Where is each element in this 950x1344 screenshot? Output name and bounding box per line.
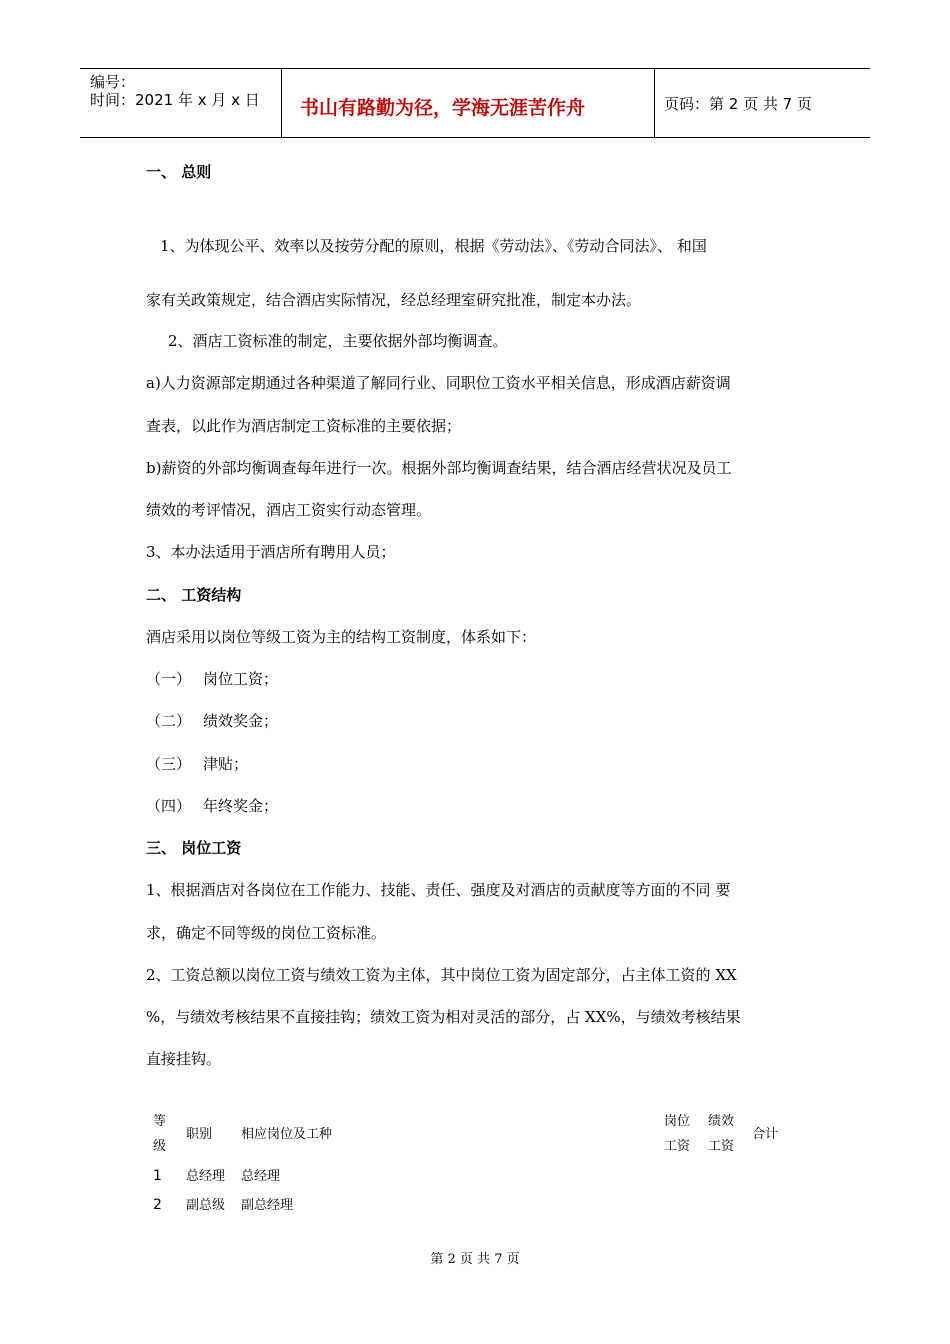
section-title-general: 一、 总则 (146, 163, 212, 181)
table-cell-grade: 2 (153, 1197, 162, 1213)
paragraph: 3、本办法适用于酒店所有聘用人员； (146, 543, 396, 561)
list-item: 岗位工资； (203, 670, 279, 688)
list-item: 绩效奖金； (203, 712, 279, 730)
time-label: 时间：2021 年 x 月 x 日 (90, 91, 260, 109)
section-title-position-salary: 三、 岗位工资 (146, 839, 242, 857)
list-item-number: （三） (146, 755, 192, 773)
paragraph: 求，确定不同等级的岗位工资标准。 (146, 924, 387, 942)
page-label: 页码：第 2 页 共 7 页 (664, 95, 812, 113)
paragraph: 1、为体现公平、效率以及按劳分配的原则，根据《劳动法》、《劳动合同法》、 和国 (160, 237, 707, 255)
paragraph: 直接挂钩。 (146, 1050, 222, 1068)
header-divider (654, 69, 655, 137)
paragraph: 2、工资总额以岗位工资与绩效工资为主体，其中岗位工资为固定部分，占主体工资的 XX (146, 966, 737, 984)
paragraph: 酒店采用以岗位等级工资为主的结构工资制度，体系如下： (146, 628, 537, 646)
table-cell-grade: 1 (153, 1168, 162, 1184)
table-header-total: 合计 (752, 1127, 779, 1142)
table-header-position: 相应岗位及工种 (241, 1127, 333, 1142)
table-cell-rank: 副总级 (186, 1198, 226, 1213)
table-cell-position: 总经理 (241, 1169, 281, 1184)
number-label: 编号： (90, 73, 136, 91)
table-header-grade: 级 (153, 1139, 167, 1154)
table-header-base-salary: 岗位 (664, 1114, 691, 1129)
list-item: 年终奖金； (203, 797, 279, 815)
table-header-performance-salary: 绩效 (708, 1114, 735, 1129)
table-header-rank: 职别 (186, 1127, 213, 1142)
list-item: 津贴； (203, 755, 249, 773)
document-header (80, 68, 870, 138)
page-footer: 第 2 页 共 7 页 (430, 1252, 520, 1267)
paragraph: 2、酒店工资标准的制定，主要依据外部均衡调查。 (168, 332, 508, 350)
header-divider (281, 69, 282, 137)
table-cell-rank: 总经理 (186, 1169, 226, 1184)
paragraph: 家有关政策规定，结合酒店实际情况，经总经理室研究批准，制定本办法。 (146, 291, 642, 309)
paragraph: b)薪资的外部均衡调查每年进行一次。根据外部均衡调查结果，结合酒店经营状况及员工 (146, 459, 732, 477)
paragraph: 1、根据酒店对各岗位在工作能力、技能、责任、强度及对酒店的贡献度等方面的不同 要 (146, 881, 731, 899)
list-item-number: （四） (146, 797, 192, 815)
table-cell-position: 副总经理 (241, 1198, 294, 1213)
table-header-base-salary: 工资 (664, 1139, 691, 1154)
header-slogan: 书山有路勤为径，学海无涯苦作舟 (300, 97, 586, 119)
list-item-number: （一） (146, 670, 192, 688)
paragraph: a)人力资源部定期通过各种渠道了解同行业、同职位工资水平相关信息，形成酒店薪资调 (146, 374, 731, 392)
paragraph: 绩效的考评情况，酒店工资实行动态管理。 (146, 501, 432, 519)
paragraph: %，与绩效考核结果不直接挂钩；绩效工资为相对灵活的部分，占 XX%，与绩效考核结果 (146, 1008, 741, 1026)
paragraph: 查表，以此作为酒店制定工资标准的主要依据； (146, 417, 462, 435)
section-title-structure: 二、 工资结构 (146, 586, 242, 604)
table-header-performance-salary: 工资 (708, 1139, 735, 1154)
list-item-number: （二） (146, 712, 192, 730)
table-header-grade: 等 (153, 1114, 167, 1129)
